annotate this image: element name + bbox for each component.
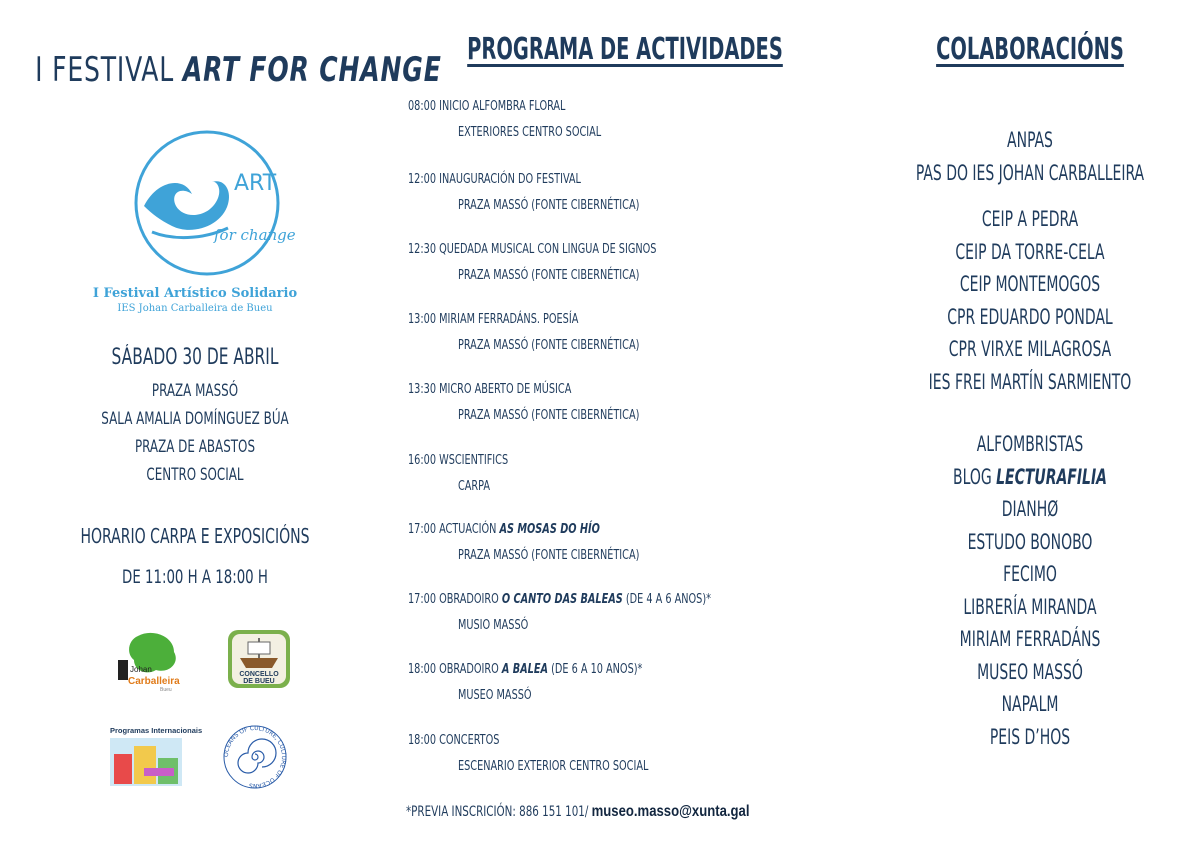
collaborator-item: ALFOMBRISTAS — [976, 432, 1084, 456]
collaborator-item: CEIP DA TORRE-CELA — [955, 239, 1105, 264]
activity-time: 18:00 OBRADOIRO A BALEA (DE 6 A 10 ANOS)* — [408, 661, 643, 677]
activity-place: PRAZA MASSÓ (FONTE CIBERNÉTICA) — [458, 197, 640, 213]
art-for-change-logo — [132, 128, 296, 278]
collaborator-group — [860, 124, 1200, 189]
svg-text:CONCELLO: CONCELLO — [239, 671, 279, 678]
activity-place: CARPA — [458, 478, 490, 494]
activity-time: 16:00 WSCIENTIFICS — [408, 452, 509, 468]
activity-item — [408, 171, 860, 213]
activity-place: PRAZA MASSÓ (FONTE CIBERNÉTICA) — [458, 337, 640, 353]
activity-time: 18:00 CONCERTOS — [408, 732, 500, 748]
collaborations-title: COLABORACIÓNS — [936, 32, 1124, 67]
svg-text:Johan: Johan — [130, 665, 152, 674]
collaborator-item: MIRIAM FERRADÁNS — [959, 627, 1101, 651]
activity-place: MUSEO MASSÓ — [458, 687, 532, 703]
hours-title: HORARIO CARPA E EXPOSICIÓNS — [80, 524, 310, 548]
logo-word-art: ART — [234, 171, 277, 196]
activity-item — [408, 661, 860, 703]
activity-time: 17:00 OBRADOIRO O CANTO DAS BALEAS (DE 4 A 6 ANOS)* — [408, 591, 711, 607]
activity-item — [408, 311, 860, 353]
activity-item — [408, 98, 860, 140]
collaborator-item: IES FREI MARTÍN SARMIENTO — [928, 369, 1132, 394]
registration-footnote: *PREVIA INSCRICIÓN: 886 151 101/ museo.masso@xunta.gal — [406, 803, 750, 820]
activity-place: ESCENARIO EXTERIOR CENTRO SOCIAL — [458, 758, 649, 774]
collaborator-group — [860, 428, 1200, 753]
left-panel — [0, 0, 442, 849]
activity-item — [408, 452, 860, 494]
svg-text:Bueu: Bueu — [160, 687, 172, 693]
collaborator-group — [860, 203, 1200, 398]
activity-place: MUSIO MASSÓ — [458, 617, 529, 633]
activity-time: 13:00 MIRIAM FERRADÁNS. POESÍA — [408, 311, 579, 327]
collaborator-item: MUSEO MASSÓ — [977, 659, 1083, 684]
activity-time: 17:00 ACTUACIÓN AS MOSAS DO HÍO — [408, 521, 600, 537]
collaborator-item: ESTUDO BONOBO — [967, 529, 1093, 554]
program-title: PROGRAMA DE ACTIVIDADES — [467, 32, 783, 67]
svg-text:Programas Internacionais: Programas Internacionais — [110, 726, 203, 735]
festival-title: I FESTIVAL ART FOR CHANGE — [35, 50, 442, 90]
activity-item — [408, 591, 860, 633]
activity-item — [408, 241, 860, 283]
collaborator-item: LIBRERÍA MIRANDA — [963, 594, 1097, 619]
collaborator-item: CEIP MONTEMOGOS — [959, 272, 1101, 296]
svg-text:Carballeira: Carballeira — [128, 676, 180, 687]
collaborator-item: CPR VIRXE MILAGROSA — [948, 337, 1112, 361]
collaborator-item: CEIP A PEDRA — [981, 207, 1079, 231]
program-panel — [390, 0, 860, 849]
activity-time: 08:00 INICIO ALFOMBRA FLORAL — [408, 98, 566, 114]
collaborator-item: ANPAS — [1007, 128, 1053, 152]
svg-text:OCEANS OF CULTURE, CULTURE OF: OCEANS OF CULTURE, CULTURE OF OCEANS — [222, 724, 288, 790]
collaborator-item: CPR EDUARDO PONDAL — [947, 304, 1113, 329]
activity-place: EXTERIORES CENTRO SOCIAL — [458, 124, 602, 140]
activity-place: PRAZA MASSÓ (FONTE CIBERNÉTICA) — [458, 407, 640, 423]
venue-list — [0, 377, 390, 489]
oceans-of-culture-logo — [222, 724, 288, 790]
venue-item: SALA AMALIA DOMÍNGUEZ BÚA — [101, 409, 289, 429]
event-date: SÁBADO 30 DE ABRIL — [111, 345, 279, 370]
activity-time: 13:30 MICRO ABERTO DE MÚSICA — [408, 381, 572, 397]
activity-item — [408, 381, 860, 423]
hours-value: DE 11:00 H A 18:00 H — [122, 566, 268, 588]
collaborations-panel — [860, 0, 1200, 849]
activity-place: PRAZA MASSÓ (FONTE CIBERNÉTICA) — [458, 267, 640, 283]
logo-school: IES Johan Carballeira de Bueu — [117, 303, 273, 314]
programas-internacionais-logo — [108, 724, 203, 788]
logo-subtitle: I Festival Artístico Solidario — [92, 286, 298, 301]
collaborator-item: PEIS D’HOS — [989, 724, 1071, 749]
activity-time: 12:00 INAUGURACIÓN DO FESTIVAL — [408, 171, 581, 187]
collaborator-item: DIANHØ — [1001, 497, 1059, 521]
activity-time: 12:30 QUEDADA MUSICAL CON LINGUA DE SIGNOS — [408, 241, 657, 257]
activity-item — [408, 732, 860, 774]
festival-title-emphasis: ART FOR CHANGE — [182, 50, 442, 90]
collaborator-item: BLOG LECTURAFILIA — [953, 464, 1107, 489]
collaborator-item: NAPALM — [1001, 692, 1059, 716]
venue-item: PRAZA DE ABASTOS — [134, 437, 256, 457]
collaborator-item: PAS DO IES JOHAN CARBALLEIRA — [915, 160, 1145, 185]
logo-word-for-change: for change — [214, 226, 296, 244]
concello-bueu-logo — [224, 628, 294, 690]
activity-item — [408, 521, 860, 563]
contact-email-link[interactable]: museo.masso@xunta.gal — [591, 803, 750, 820]
carballeira-logo — [112, 630, 182, 692]
venue-item: CENTRO SOCIAL — [146, 465, 244, 485]
activity-place: PRAZA MASSÓ (FONTE CIBERNÉTICA) — [458, 547, 640, 563]
venue-item: PRAZA MASSÓ — [151, 381, 239, 401]
svg-text:DE BUEU: DE BUEU — [243, 678, 275, 685]
collaborator-item: FECIMO — [1003, 562, 1057, 586]
